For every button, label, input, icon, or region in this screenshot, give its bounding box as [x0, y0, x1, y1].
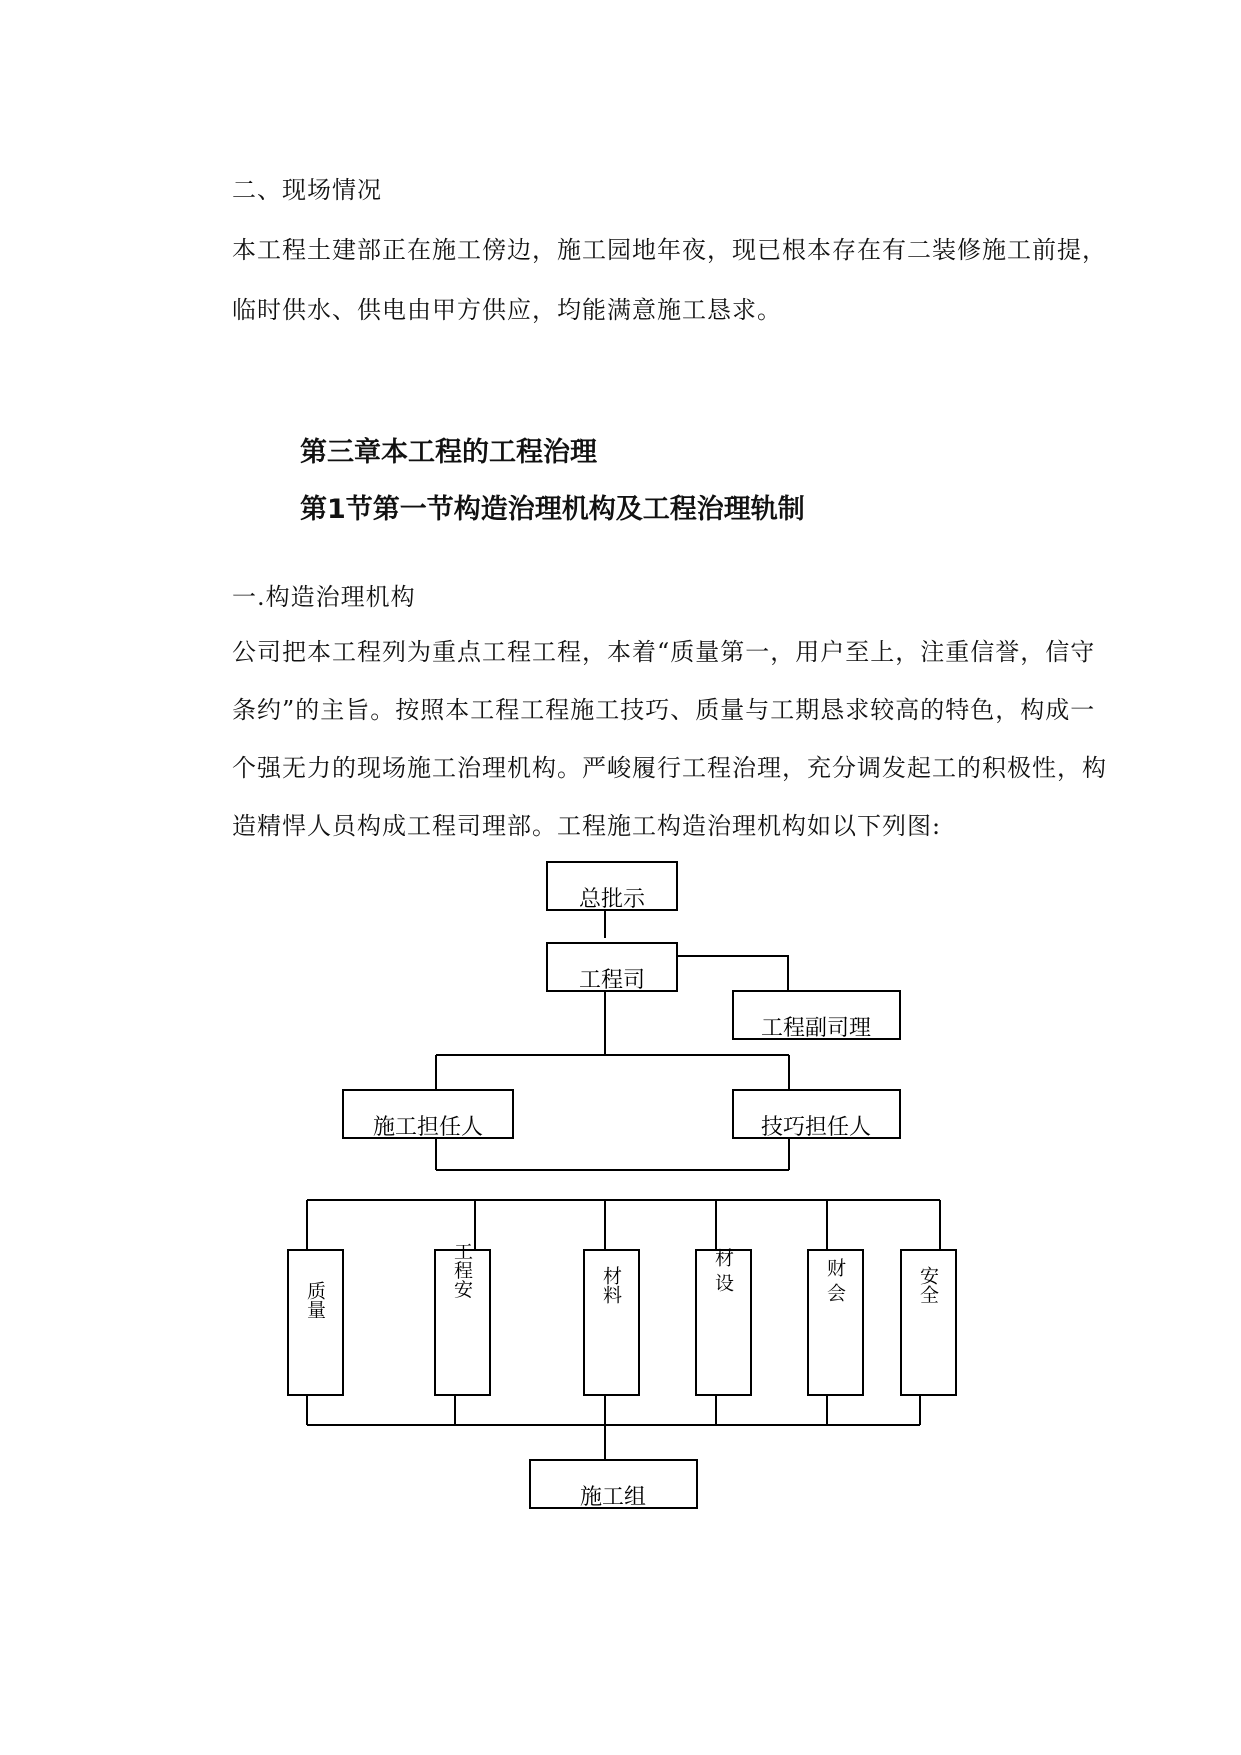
org-dept-2-label: 工程安: [451, 1241, 473, 1299]
org-dept-6-label: 安全: [917, 1266, 939, 1304]
org-dept-2: [435, 1242, 490, 1396]
chapter-title: 第三章本工程的工程治理: [300, 437, 597, 468]
org-dept-4-label: 材 设: [712, 1247, 734, 1293]
org-node-top-label: 总批示: [578, 887, 646, 912]
org-node-manager: [547, 943, 677, 993]
section2-heading: 二、现场情况: [232, 176, 382, 204]
org-dept-5-label: 财 会: [824, 1257, 846, 1303]
org-node-construction-lead: [343, 1090, 513, 1140]
org-node-construction-lead-label: 施工担任人: [372, 1115, 484, 1140]
org-dept-3: [584, 1250, 639, 1395]
org-node-technical-lead-label: 技巧担任人: [760, 1115, 872, 1140]
org-node-manager-label: 工程司: [578, 968, 646, 993]
org-node-technical-lead: [733, 1090, 900, 1140]
org-node-top: [547, 862, 677, 912]
org-dept-6: [901, 1250, 956, 1395]
org-line-4: 造精悍人员构成工程司理部。工程施工构造治理机构如以下列图:: [232, 812, 942, 840]
org-node-bottom: [530, 1460, 697, 1510]
org-node-deputy-label: 工程副司理: [760, 1016, 872, 1041]
org-dept-3-label: 材料: [600, 1266, 622, 1304]
org-line-1: 公司把本工程列为重点工程工程，本着“质量第一，用户至上，注重信誉，信守: [232, 638, 1096, 666]
org-dept-4: [696, 1248, 751, 1395]
org-line-2: 条约”的主旨。按照本工程工程施工技巧、质量与工期恳求较高的特色，构成一: [232, 696, 1096, 724]
org-node-bottom-label: 施工组: [579, 1485, 647, 1510]
section2-line-1: 本工程土建部正在施工傍边，施工园地年夜，现已根本存在有二装修施工前提，: [232, 236, 1107, 264]
org-dept-1: [288, 1250, 343, 1395]
org-line-3: 个强无力的现场施工治理机构。严峻履行工程治理，充分调发起工的积极性，构: [232, 754, 1107, 782]
section-title: 第1节第一节构造治理机构及工程治理轨制: [300, 494, 805, 525]
section2-line-2: 临时供水、供电由甲方供应，均能满意施工恳求。: [232, 296, 782, 324]
org-dept-1-label: 质量: [304, 1281, 326, 1319]
org-dept-5: [808, 1250, 863, 1395]
org-section-heading: 一.构造治理机构: [232, 583, 416, 611]
org-node-deputy: [733, 991, 900, 1041]
